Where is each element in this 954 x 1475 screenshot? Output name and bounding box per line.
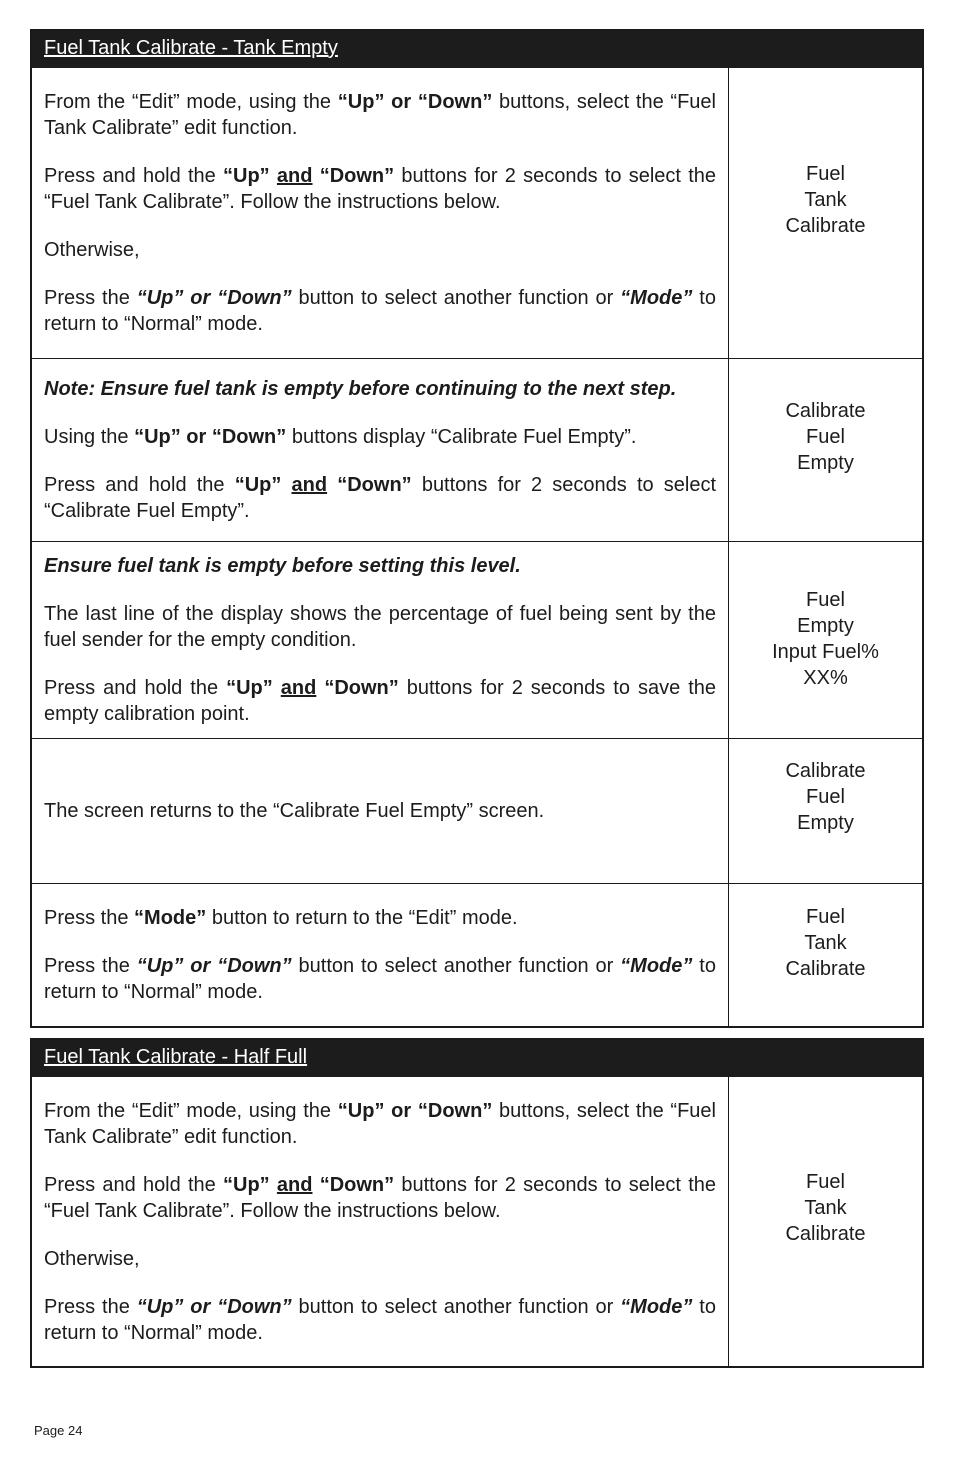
display-line: Empty xyxy=(797,812,854,834)
display-cell xyxy=(729,739,922,883)
display-line: Tank xyxy=(804,1197,847,1219)
table-row xyxy=(32,1077,922,1366)
instruction-text: From the “Edit” mode, using the “Up” or “Down” buttons, select the “Fuel Tank Calibrate” edit function. xyxy=(44,1099,716,1148)
instruction-text: The screen returns to the “Calibrate Fuel Empty” screen. xyxy=(44,800,545,822)
instruction-text: Press and hold the “Up” and “Down” buttons for 2 seconds to select the “Fuel Tank Calibrate”. Follow the instructions below. xyxy=(44,1173,717,1222)
note-text: Note: Ensure fuel tank is empty before continuing to the next step. xyxy=(44,378,677,400)
display-line: Fuel xyxy=(806,163,845,185)
warning-text: Ensure fuel tank is empty before setting this level. xyxy=(44,555,521,577)
instruction-text: Press the “Up” or “Down” button to select another function or “Mode” to return to “Normal” mode. xyxy=(44,1295,716,1344)
instruction-cell xyxy=(32,739,729,883)
instruction-text: Press the “Up” or “Down” button to select another function or “Mode” to return to “Normal” mode. xyxy=(44,287,716,335)
instruction-cell xyxy=(32,1077,729,1366)
instruction-text: Otherwise, xyxy=(44,1247,140,1270)
instruction-cell xyxy=(32,884,729,1026)
table-row xyxy=(32,541,922,738)
instruction-text: The last line of the display shows the percentage of fuel being sent by the fuel sender for the empty condition. xyxy=(44,603,716,651)
section-title: Fuel Tank Calibrate - Tank Empty xyxy=(32,31,922,68)
display-line: Empty xyxy=(797,615,854,637)
table-row xyxy=(32,68,922,358)
display-line: Calibrate xyxy=(785,215,866,237)
table-row xyxy=(32,738,922,883)
display-line: Tank xyxy=(804,932,847,954)
instruction-text: Otherwise, xyxy=(44,239,140,261)
page-number: Page 24 xyxy=(34,1423,83,1438)
half-full-table xyxy=(30,1038,924,1368)
instruction-text: Press and hold the “Up” and “Down” buttons for 2 seconds to save the empty calibration point. xyxy=(44,677,717,725)
display-cell xyxy=(729,359,922,541)
display-line: Calibrate xyxy=(785,1223,866,1245)
display-line: Empty xyxy=(797,452,854,474)
display-line: Fuel xyxy=(806,589,845,611)
display-line: Tank xyxy=(804,189,847,211)
display-line: Fuel xyxy=(806,786,845,808)
instruction-text: Press and hold the “Up” and “Down” buttons for 2 seconds to select “Calibrate Fuel Empty”. xyxy=(44,474,717,522)
instruction-text: From the “Edit” mode, using the “Up” or “Down” buttons, select the “Fuel Tank Calibrate” edit function. xyxy=(44,91,716,139)
display-line: XX% xyxy=(803,667,848,689)
display-line: Calibrate xyxy=(785,760,866,782)
display-cell xyxy=(729,884,922,1026)
display-line: Fuel xyxy=(806,426,845,448)
instruction-text: Press the “Mode” button to return to the “Edit” mode. xyxy=(44,907,518,929)
instruction-text: Using the “Up” or “Down” buttons display “Calibrate Fuel Empty”. xyxy=(44,426,637,448)
display-line: Fuel xyxy=(806,1171,845,1193)
display-cell xyxy=(729,68,922,358)
display-cell xyxy=(729,1077,922,1366)
display-cell xyxy=(729,542,922,738)
display-line: Fuel xyxy=(806,906,845,928)
display-line: Calibrate xyxy=(785,958,866,980)
tank-empty-table xyxy=(30,29,924,1028)
display-line: Calibrate xyxy=(785,400,866,422)
instruction-cell xyxy=(32,68,729,358)
section-title: Fuel Tank Calibrate - Half Full xyxy=(32,1040,922,1077)
instruction-text: Press and hold the “Up” and “Down” buttons for 2 seconds to select the “Fuel Tank Calibrate”. Follow the instructions below. xyxy=(44,165,717,213)
table-row xyxy=(32,358,922,541)
display-line: Input Fuel% xyxy=(772,641,879,663)
instruction-text: Press the “Up” or “Down” button to select another function or “Mode” to return to “Normal” mode. xyxy=(44,955,716,1003)
instruction-cell xyxy=(32,542,729,738)
table-row xyxy=(32,883,922,1026)
instruction-cell xyxy=(32,359,729,541)
